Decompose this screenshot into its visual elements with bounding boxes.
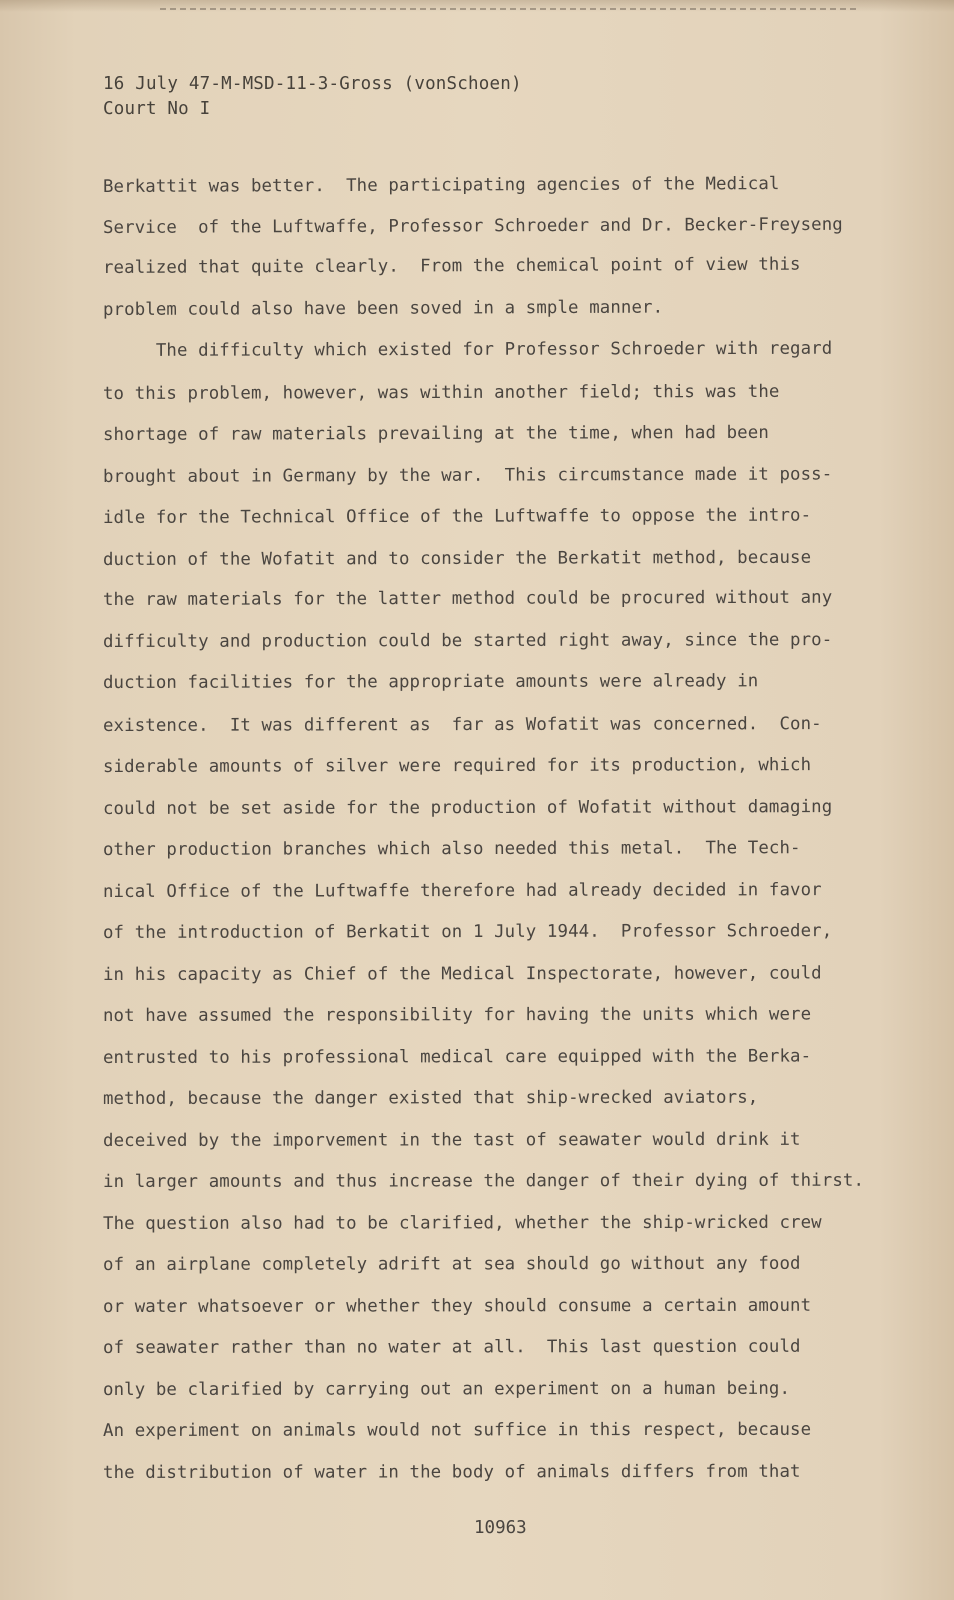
- body-line-9: idle for the Technical Office of the Luftwaffe to oppose the intro-: [102, 505, 812, 528]
- body-line-11: the raw materials for the latter method could be procured without any: [102, 587, 833, 610]
- body-line-21: not have assumed the responsibility for having the units which were: [102, 1004, 812, 1026]
- body-line-20: in his capacity as Chief of the Medical Inspectorate, however, could: [102, 962, 822, 985]
- page-number: 10963: [474, 1518, 527, 1538]
- body-line-6: to this problem, however, was within another field; this was the: [102, 381, 780, 404]
- body-line-14: existence. It was different as far as Wofatit was concerned. Con-: [102, 713, 822, 736]
- body-line-23: method, because the danger existed that ship-wrecked aviators,: [102, 1087, 759, 1109]
- body-line-1: Berkattit was better. The participating agencies of the Medical: [102, 174, 780, 197]
- header-line-2: Court No I: [103, 99, 211, 119]
- body-line-4: problem could also have been soved in a smple manner.: [102, 297, 664, 320]
- body-line-13: duction facilities for the appropriate amounts were already in: [102, 671, 759, 693]
- body-line-2: Service of the Luftwaffe, Professor Schroeder and Dr. Becker-Freyseng: [102, 214, 843, 238]
- body-line-28: or water whatsoever or whether they should consume a certain amount: [102, 1295, 812, 1317]
- body-line-3: realized that quite clearly. From the chemical point of view this: [102, 254, 801, 278]
- body-line-26: The question also had to be clarified, whether the ship-wricked crew: [102, 1212, 822, 1234]
- body-line-7: shortage of raw materials prevailing at the time, when had been: [102, 422, 769, 445]
- body-line-27: of an airplane completely adrift at sea should go without any food: [102, 1253, 801, 1275]
- header-line-1: 16 July 47-M-MSD-11-3-Gross (vonSchoen): [103, 74, 522, 94]
- body-line-29: of seawater rather than no water at all. This last question could: [102, 1336, 801, 1358]
- body-line-12: difficulty and production could be started right away, since the pro-: [102, 629, 833, 652]
- body-line-24: deceived by the imporvement in the tast of seawater would drink it: [102, 1129, 801, 1151]
- body-line-32: the distribution of water in the body of animals differs from that: [102, 1461, 801, 1483]
- body-line-10: duction of the Wofatit and to consider the Berkatit method, because: [102, 547, 812, 570]
- top-edge-mark: [160, 8, 860, 10]
- body-line-16: could not be set aside for the production of Wofatit without damaging: [102, 796, 833, 819]
- body-line-18: nical Office of the Luftwaffe therefore had already decided in favor: [102, 879, 822, 902]
- body-line-31: An experiment on animals would not suffice in this respect, because: [102, 1419, 812, 1441]
- body-line-22: entrusted to his professional medical care equipped with the Berka-: [102, 1046, 812, 1068]
- body-line-30: only be clarified by carrying out an experiment on a human being.: [102, 1378, 791, 1400]
- body-line-5: The difficulty which existed for Professor Schroeder with regard: [102, 338, 833, 361]
- body-line-15: siderable amounts of silver were required for its production, which: [102, 755, 812, 777]
- document-body: [102, 173, 865, 1501]
- body-line-25: in larger amounts and thus increase the danger of their dying of thirst.: [102, 1170, 865, 1192]
- body-line-17: other production branches which also needed this metal. The Tech-: [102, 838, 801, 860]
- body-line-19: of the introduction of Berkatit on 1 July 1944. Professor Schroeder,: [102, 921, 833, 943]
- body-line-8: brought about in Germany by the war. This circumstance made it poss-: [102, 463, 833, 487]
- document-header: [103, 72, 522, 122]
